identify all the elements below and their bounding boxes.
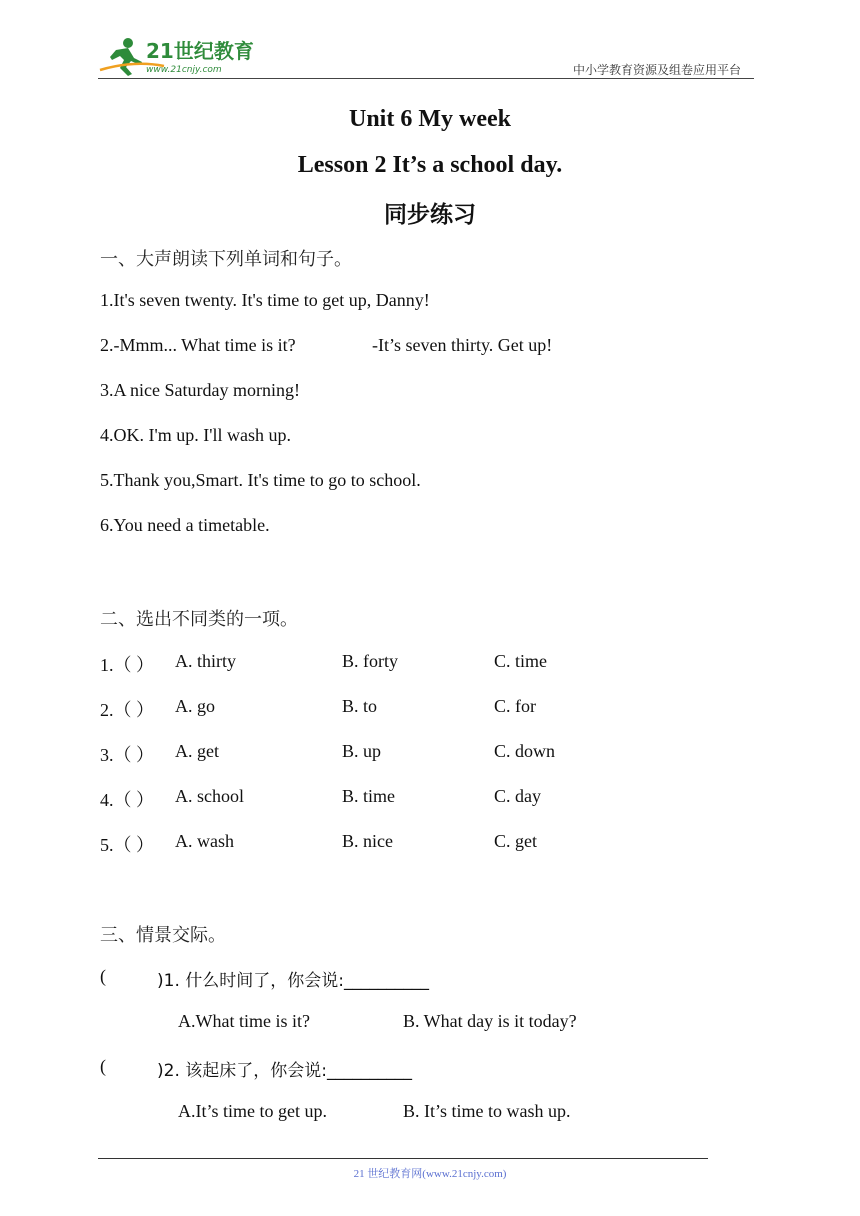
unit-title: Unit 6 My week [349, 106, 511, 132]
choice-number: 5.（ ） [100, 835, 154, 855]
footer-divider [98, 1158, 708, 1159]
read-line-1: 1.It's seven twenty. It's time to get up, Danny! [100, 290, 430, 310]
choice-number: 3.（ ） [100, 745, 154, 765]
read-line-2: 2.-Mmm... What time is it? [100, 335, 296, 355]
read-line-4: 4.OK. I'm up. I'll wash up. [100, 425, 291, 445]
read-line-6: 6.You need a timetable. [100, 515, 270, 535]
choice-option-b: B. time [342, 786, 395, 806]
read-line-2-reply: -It’s seven thirty. Get up! [372, 335, 553, 355]
choice-option-c: C. get [494, 831, 537, 851]
dialog-question-2: )2. 该起床了，你会说:__________ [157, 1061, 412, 1081]
choice-option-c: C. down [494, 741, 556, 761]
answer-paren: ( [100, 966, 106, 986]
dialog-option-b: B. What day is it today? [403, 1011, 577, 1031]
dialog-question-1: )1. 什么时间了，你会说:__________ [157, 971, 429, 991]
footer-text[interactable]: 21 世纪教育网(www.21cnjy.com) [353, 1168, 507, 1180]
choice-option-c: C. day [494, 786, 541, 806]
site-logo [94, 36, 264, 78]
choice-option-a: A. go [175, 696, 215, 716]
dialog-option-a: A.It’s time to get up. [178, 1101, 327, 1121]
choice-option-a: A. wash [175, 831, 234, 851]
section3-heading: 三、情景交际。 [100, 925, 226, 946]
choice-option-c: C. for [494, 696, 536, 716]
dialog-option-b: B. It’s time to wash up. [403, 1101, 571, 1121]
choice-option-a: A. get [175, 741, 219, 761]
choice-option-b: B. forty [342, 651, 398, 671]
choice-option-a: A. thirty [175, 651, 236, 671]
section1-heading: 一、大声朗读下列单词和句子。 [100, 249, 352, 270]
header-divider [98, 78, 754, 79]
choice-option-a: A. school [175, 786, 244, 806]
header-platform-text: 中小学教育资源及组卷应用平台 [573, 63, 742, 77]
choice-option-b: B. up [342, 741, 382, 761]
section2-heading: 二、选出不同类的一项。 [100, 609, 298, 630]
choice-option-b: B. nice [342, 831, 393, 851]
logo-text: 21世纪教育 [146, 39, 254, 63]
choice-number: 4.（ ） [100, 790, 154, 810]
logo-url: www.21cnjy.com [146, 65, 222, 75]
lesson-title: Lesson 2 It’s a school day. [297, 152, 563, 178]
choice-option-c: C. time [494, 651, 547, 671]
answer-paren: ( [100, 1056, 106, 1076]
choice-number: 1.（ ） [100, 655, 154, 675]
choice-option-b: B. to [342, 696, 378, 716]
read-line-5: 5.Thank you,Smart. It's time to go to school. [100, 470, 421, 490]
read-line-3: 3.A nice Saturday morning! [100, 380, 300, 400]
practice-title: 同步练习 [384, 202, 476, 228]
dialog-option-a: A.What time is it? [178, 1011, 310, 1031]
choice-number: 2.（ ） [100, 700, 154, 720]
